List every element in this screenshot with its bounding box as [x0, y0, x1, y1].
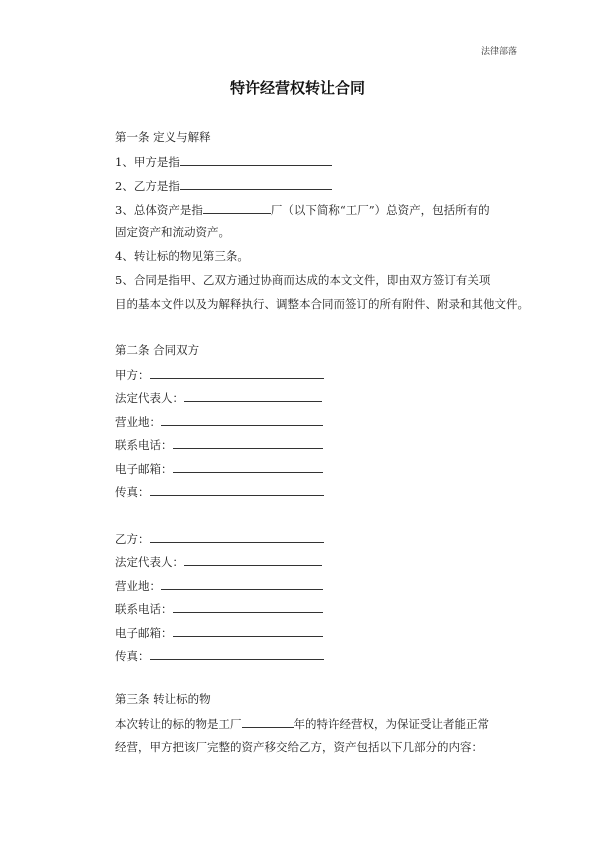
item3-blank[interactable]	[203, 202, 271, 214]
party-a-addr-row	[115, 414, 323, 429]
party-b-email-label: 电子邮箱：	[115, 626, 173, 640]
section3-para-line1	[115, 716, 489, 731]
section1-item5-cont: 目的基本文件以及为解释执行、调整本合同而签订的所有附件、附录和其他文件。	[115, 297, 529, 311]
section1-item4: 4、转让标的物见第三条。	[115, 249, 249, 263]
section3-heading: 第三条 转让标的物	[115, 692, 211, 706]
party-b-rep-blank[interactable]	[184, 554, 322, 566]
party-b-email-row	[115, 625, 323, 640]
section3-para-line2: 经营，甲方把该厂完整的资产移交给乙方，资产包括以下几部分的内容：	[115, 740, 483, 754]
party-a-phone-blank[interactable]	[173, 437, 323, 449]
section1-item2	[115, 178, 332, 193]
party-b-phone-row	[115, 601, 323, 616]
party-a-addr-label: 营业地：	[115, 415, 161, 429]
party-b-name-blank[interactable]	[150, 531, 324, 543]
party-b-rep-row	[115, 554, 322, 569]
section1-heading: 第一条 定义与解释	[115, 130, 211, 144]
item3-text: 厂（以下简称“工厂”）总资产，包括所有的	[270, 203, 490, 217]
party-b-phone-label: 联系电话：	[115, 602, 173, 616]
item2-label: 2、乙方是指	[115, 179, 180, 193]
party-b-name-label: 乙方：	[115, 532, 150, 546]
party-a-name-label: 甲方：	[115, 368, 150, 382]
party-a-name-blank[interactable]	[150, 367, 324, 379]
party-b-fax-label: 传真：	[115, 649, 150, 663]
party-b-phone-blank[interactable]	[173, 601, 323, 613]
section1-item1	[115, 154, 332, 169]
party-b-name-row	[115, 531, 324, 546]
party-a-rep-row	[115, 390, 322, 405]
section3-para-start: 本次转让的标的物是工厂	[115, 717, 242, 731]
item2-blank[interactable]	[180, 178, 332, 190]
party-a-phone-label: 联系电话：	[115, 438, 173, 452]
header-tag: 法律部落	[480, 47, 517, 57]
party-a-email-blank[interactable]	[173, 461, 323, 473]
party-a-phone-row	[115, 437, 323, 452]
party-a-addr-blank[interactable]	[161, 414, 323, 426]
item3-label: 3、总体资产是指	[115, 203, 203, 217]
party-a-fax-blank[interactable]	[150, 484, 324, 496]
item1-blank[interactable]	[180, 154, 332, 166]
party-a-rep-label: 法定代表人：	[115, 391, 184, 405]
item1-label: 1、甲方是指	[115, 155, 180, 169]
party-b-fax-blank[interactable]	[150, 648, 324, 660]
section2-heading: 第二条 合同双方	[115, 343, 200, 357]
party-a-name-row	[115, 367, 324, 382]
party-b-rep-label: 法定代表人：	[115, 555, 184, 569]
party-b-addr-row	[115, 578, 323, 593]
party-a-rep-blank[interactable]	[184, 390, 322, 402]
party-a-email-label: 电子邮箱：	[115, 462, 173, 476]
party-b-email-blank[interactable]	[173, 625, 323, 637]
party-a-fax-row	[115, 484, 324, 499]
party-a-email-row	[115, 461, 323, 476]
section1-item3	[115, 202, 490, 217]
party-b-fax-row	[115, 648, 324, 663]
years-blank[interactable]	[242, 716, 294, 728]
party-b-addr-blank[interactable]	[161, 578, 323, 590]
section1-item5: 5、合同是指甲、乙双方通过协商而达成的本文文件，即由双方签订有关项	[115, 273, 491, 287]
party-a-fax-label: 传真：	[115, 485, 150, 499]
party-b-addr-label: 营业地：	[115, 579, 161, 593]
section3-para-mid: 年的特许经营权，为保证受让者能正常	[293, 717, 489, 731]
document-title: 特许经营权转让合同	[229, 79, 365, 97]
section1-item3-cont: 固定资产和流动资产。	[115, 225, 230, 239]
